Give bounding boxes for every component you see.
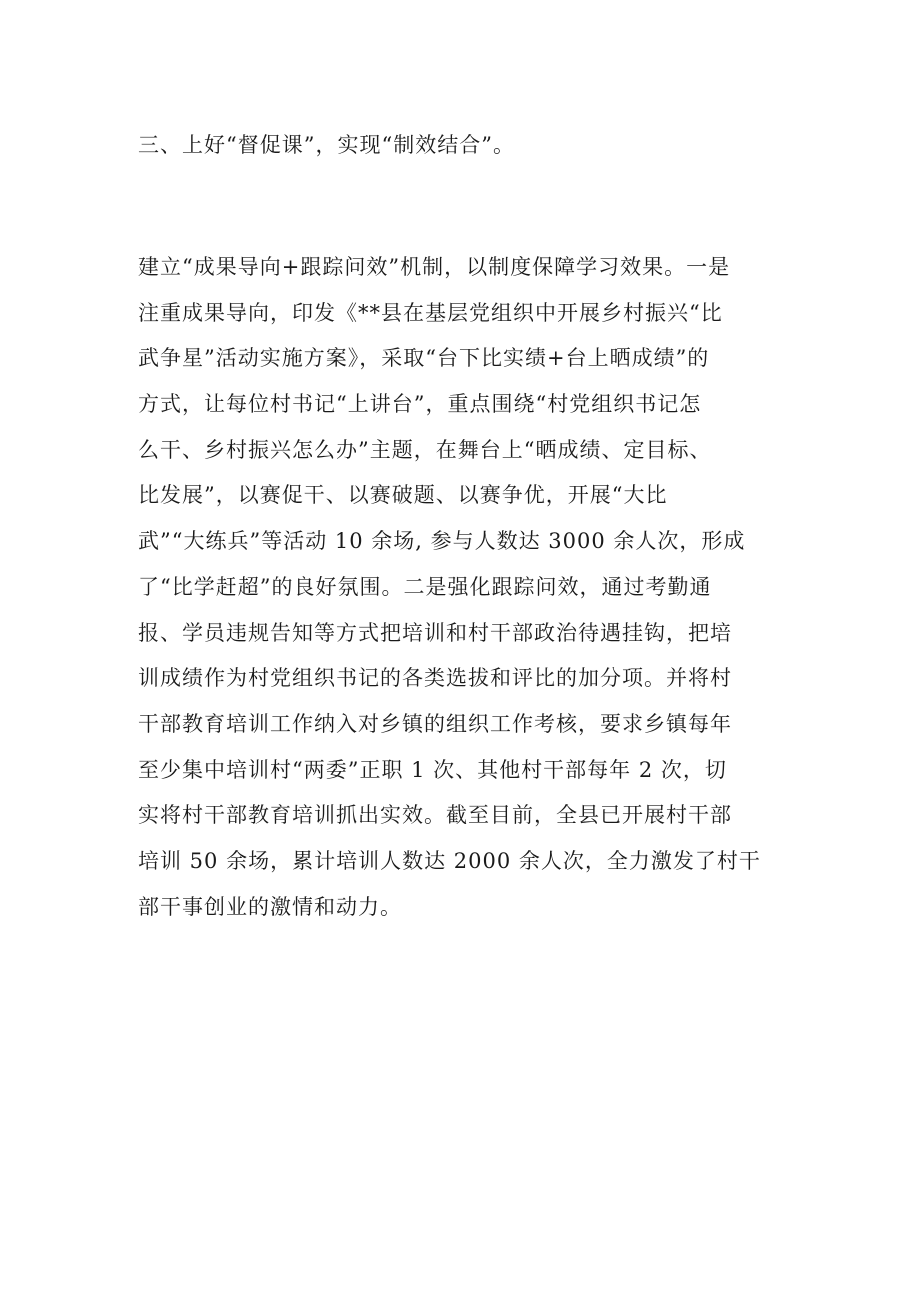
paragraph-line: 实将村干部教育培训抓出实效。截至目前，全县已开展村干部	[138, 803, 732, 828]
paragraph-line: 注重成果导向，印发《**县在基层党组织中开展乡村振兴“比	[138, 300, 723, 325]
paragraph-line: 报、学员违规告知等方式把培训和村干部政治待遇挂钩，把培	[138, 620, 732, 645]
paragraph-line: 干部教育培训工作纳入对乡镇的组织工作考核，要求乡镇每年	[138, 711, 732, 736]
paragraph-line: 方式，让每位村书记“上讲台”，重点围绕“村党组织书记怎	[138, 392, 702, 417]
body-paragraph	[138, 252, 788, 937]
paragraph-line: 武”“大练兵”等活动 10 余场, 参与人数达 3000 余人次，形成	[138, 529, 746, 554]
paragraph-line: 了“比学赶超”的良好氛围。二是强化跟踪问效，通过考勤通	[138, 574, 712, 599]
paragraph-line: 培训 50 余场，累计培训人数达 2000 余人次，全力激发了村干	[138, 848, 761, 873]
paragraph-line: 比发展”，以赛促干、以赛破题、以赛争优，开展“大比	[138, 483, 668, 508]
paragraph-line: 训成绩作为村党组织书记的各类选拔和评比的加分项。并将村	[138, 666, 732, 691]
section-heading: 三、上好“督促课”，实现“制效结合”。	[138, 133, 515, 157]
paragraph-line: 建立“成果导向+跟踪问效”机制，以制度保障学习效果。一是	[138, 255, 731, 279]
paragraph-line: 么干、乡村振兴怎么办”主题，在舞台上“晒成绩、定目标、	[138, 437, 712, 462]
paragraph-line: 武争星”活动实施方案》，采取“台下比实绩+台上晒成绩”的	[138, 346, 710, 371]
paragraph-line: 至少集中培训村“两委”正职 1 次、其他村干部每年 2 次，切	[138, 757, 727, 782]
paragraph-line: 部干事创业的激情和动力。	[138, 894, 402, 919]
